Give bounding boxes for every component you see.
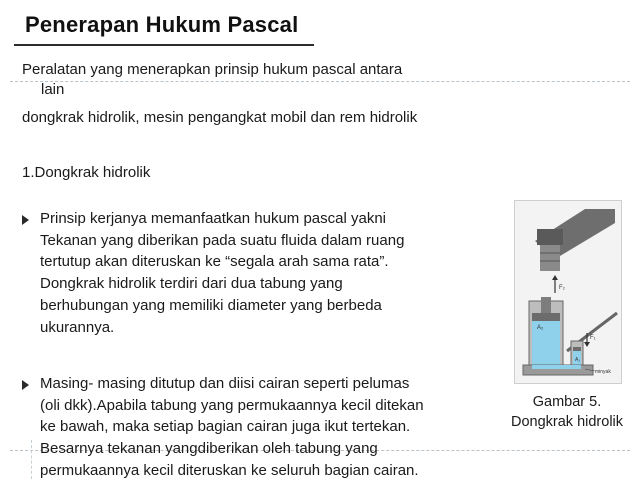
intro-line-1-cont: lain [41,81,65,98]
jack-ram-top [540,245,560,271]
small-piston [573,347,581,351]
large-piston [532,313,560,321]
intro-line-1: Peralatan yang menerapkan prinsip hukum pascal antara [22,61,403,78]
guide-line-left [31,440,32,479]
bullet-2-line: (oli dkk).Apabila tabung yang permukaannya kecil ditekan [40,396,424,414]
caption-line-1: Gambar 5. [532,394,602,410]
bullet-1-text [40,208,500,338]
bullet-2-text [40,373,510,482]
bullet-arrow-icon [22,380,29,390]
label-a2: A₂ [537,325,544,331]
bullet-2-line: Masing- masing ditutup dan diisi cairan seperti pelumas [40,375,410,392]
page-title: Penerapan Hukum Pascal [25,12,299,37]
bullet-1-line: berhubungan yang memiliki diameter yang berbeda [40,296,382,314]
intro-line-2: dongkrak hidrolik, mesin pengangkat mobil dan rem hidrolik [22,109,418,126]
large-piston-rod [541,297,551,313]
bullet-1-line: Dongkrak hidrolik terdiri dari dua tabung yang [40,275,343,293]
bullet-2-line: permukaannya kecil diteruskan ke seluruh bagian cairan. [40,461,419,479]
bullet-2-line: ke bawah, maka setiap bagian cairan juga ikut tertekan. [40,418,411,436]
label-a1: A₁ [575,357,581,363]
label-oil: minyak [595,369,611,375]
label-f1: F₁ [590,335,596,341]
figure-caption [502,392,632,432]
label-f2: F₂ [559,285,565,291]
hydraulic-jack-illustration [515,201,621,383]
hydraulic-jack-figure [514,200,622,384]
connecting-fluid [532,365,581,369]
bullet-1-line: Tekanan yang diberikan pada suatu fluida dalam ruang [40,231,405,249]
jack-saddle [537,229,563,245]
bullet-1-line: ukurannya. [40,318,115,336]
bullet-1-line: tertutup akan diteruskan ke “segala arah sama rata”. [40,253,389,271]
bullet-2-line: Besarnya tekanan yangdiberikan oleh tabung yang [40,440,378,458]
bullet-arrow-icon [22,215,29,225]
guide-line-top [10,81,630,82]
title-underline [14,44,314,46]
caption-line-2: Dongkrak hidrolik [510,414,624,430]
section-heading: 1.Dongkrak hidrolik [22,164,151,181]
bullet-1-line: Prinsip kerjanya memanfaatkan hukum pascal yakni [40,210,387,227]
